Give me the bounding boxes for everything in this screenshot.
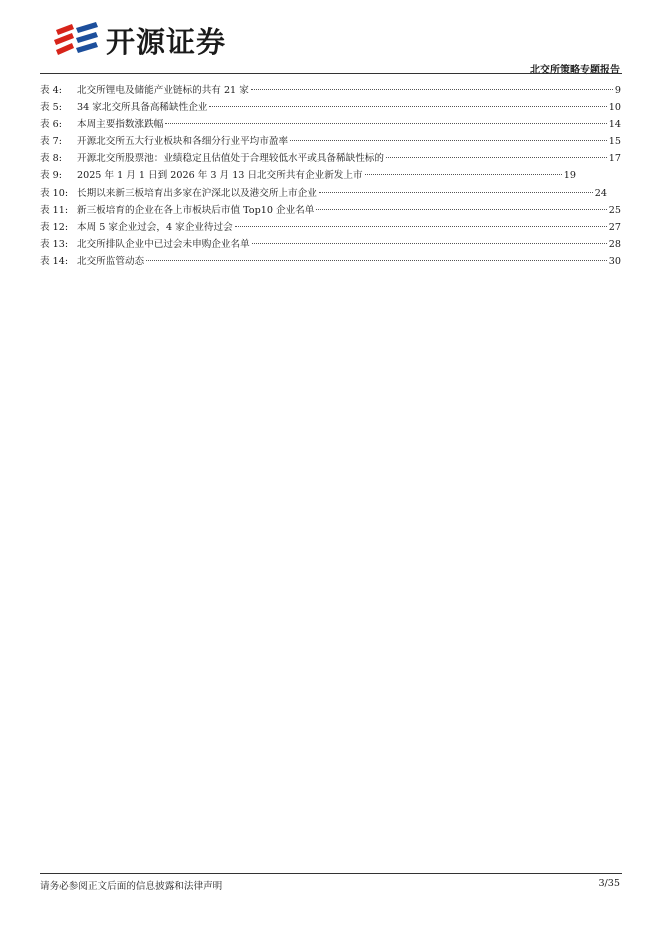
toc-entry-page: 30 xyxy=(608,255,621,267)
toc-entry-title: 北交所排队企业中已过会未申购企业名单 xyxy=(77,238,250,250)
toc-entry-title: 本周 5 家企业过会，4 家企业待过会 xyxy=(77,221,233,233)
toc-entry-title: 34 家北交所具备高稀缺性企业 xyxy=(77,102,208,114)
toc-entry[interactable] xyxy=(40,167,576,184)
toc-entry-label: 表 7: xyxy=(40,136,62,148)
toc-dot-leader xyxy=(252,242,607,244)
toc-entry-label: 表 5: xyxy=(40,102,62,114)
toc-entry-title: 开源北交所股票池：业绩稳定且估值处于合理较低水平或具备稀缺性标的 xyxy=(77,153,384,165)
toc-dot-leader xyxy=(209,105,606,107)
toc-dot-leader xyxy=(235,225,607,227)
toc-entry[interactable] xyxy=(40,150,621,167)
toc-entry-title: 长期以来新三板培育出多家在沪深北以及港交所上市企业 xyxy=(77,187,317,199)
toc-entry[interactable] xyxy=(40,82,621,99)
toc-entry-label: 表 4: xyxy=(40,85,62,96)
toc-dot-leader xyxy=(316,208,606,210)
toc-entry[interactable] xyxy=(40,185,607,202)
footer-disclaimer: 请务必参阅正文后面的信息披露和法律声明 xyxy=(40,881,223,892)
toc-entry-title: 北交所监管动态 xyxy=(77,255,145,267)
toc-entry-page: 10 xyxy=(608,102,621,114)
toc-dot-leader xyxy=(165,122,606,124)
toc-entry-label: 表 13: xyxy=(40,238,69,250)
toc-dot-leader xyxy=(319,191,593,193)
toc-entry-page: 25 xyxy=(608,204,621,216)
toc-entry-label: 表 11: xyxy=(40,204,69,216)
toc-entry-page: 19 xyxy=(563,170,576,182)
report-type: 北交所策略专题报告 xyxy=(530,65,620,76)
toc-entry-label: 表 10: xyxy=(40,187,69,199)
toc-entry-page: 27 xyxy=(608,221,621,233)
toc-entry-page: 17 xyxy=(608,153,621,165)
toc-entry-page: 24 xyxy=(594,187,607,199)
toc-entry[interactable] xyxy=(40,99,621,116)
toc-entry-title: 开源北交所五大行业板块和各细分行业平均市盈率 xyxy=(77,136,289,148)
brand-name: 开源证券 xyxy=(106,24,227,59)
toc-dot-leader xyxy=(146,259,607,261)
toc-entry[interactable] xyxy=(40,202,621,219)
kaiyuan-securities-logo-icon xyxy=(52,20,100,60)
brand-logo xyxy=(52,20,226,60)
toc-entry-page: 14 xyxy=(608,119,621,131)
toc-entry[interactable] xyxy=(40,133,621,150)
page-number: 3/35 xyxy=(598,878,620,889)
toc-entry[interactable] xyxy=(40,116,621,133)
toc-entry[interactable] xyxy=(40,236,621,253)
toc-entry-page: 28 xyxy=(608,238,621,250)
toc-entry-label: 表 8: xyxy=(40,153,62,165)
toc-entry-label: 表 6: xyxy=(40,119,62,131)
toc-entry-label: 表 14: xyxy=(40,255,69,267)
header-divider xyxy=(40,73,622,74)
toc-entry[interactable] xyxy=(40,253,621,270)
footer-divider xyxy=(40,873,622,874)
toc-dot-leader xyxy=(365,173,562,175)
toc-entry-title: 本周主要指数涨跌幅 xyxy=(77,119,164,131)
toc-dot-leader xyxy=(386,156,607,158)
toc-dot-leader xyxy=(251,88,613,90)
toc-entry-label: 表 12: xyxy=(40,221,69,233)
table-of-contents xyxy=(40,82,621,270)
toc-entry-page: 15 xyxy=(608,136,621,148)
toc-entry-label: 表 9: xyxy=(40,170,62,182)
toc-dot-leader xyxy=(290,139,607,141)
toc-entry-page: 9 xyxy=(614,85,621,96)
toc-entry[interactable] xyxy=(40,219,621,236)
toc-entry-title: 2025 年 1 月 1 日到 2026 年 3 月 13 日北交所共有企业新发上市 xyxy=(77,170,363,182)
toc-entry-title: 北交所锂电及储能产业链标的共有 21 家 xyxy=(77,85,249,96)
toc-entry-title: 新三板培育的企业在各上市板块后市值 Top10 企业名单 xyxy=(77,204,315,216)
